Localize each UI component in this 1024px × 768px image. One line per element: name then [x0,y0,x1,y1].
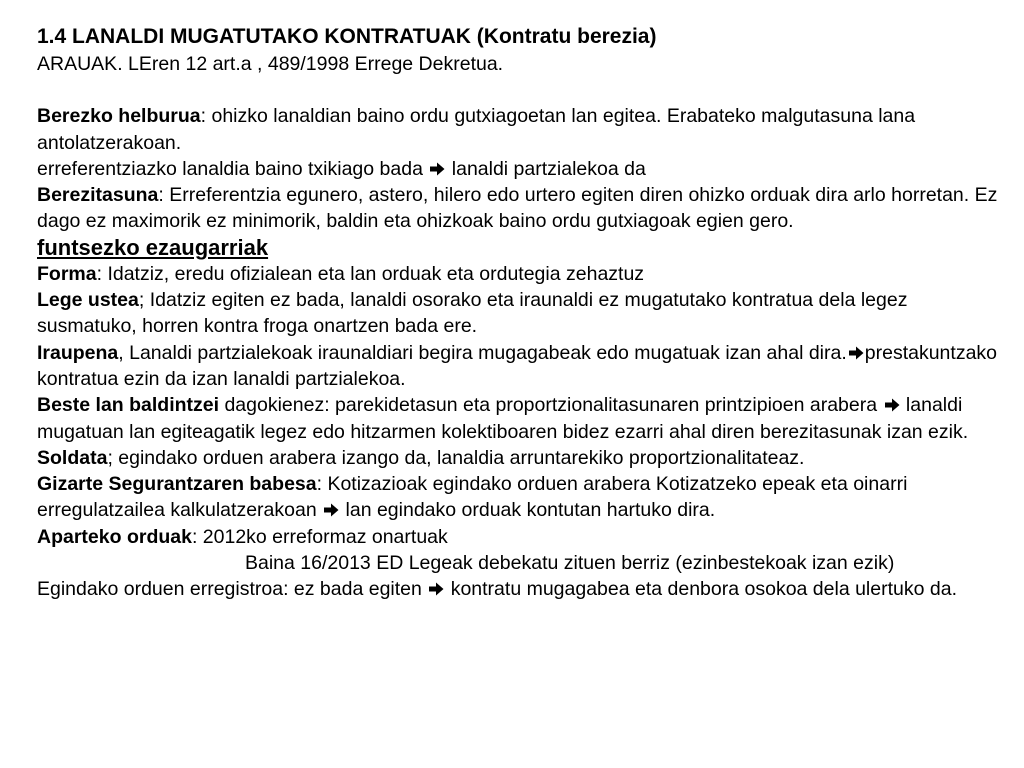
registry-before: Egindako orduen erregistroa: ez bada egiten [37,578,428,601]
reference-paragraph [37,156,1012,182]
overtime-note: Baina 16/2013 ED Legeak debekatu zituen berriz (ezinbestekoak izan ezik) [245,552,895,575]
right-arrow-icon [323,503,339,517]
slide-title: 1.4 LANALDI MUGATUTAKO KONTRATUAK (Kontratu berezia) [37,25,657,48]
salary-paragraph [37,445,1012,471]
social-security-after: lan egindako orduak kontutan hartuko dira. [340,499,716,522]
specialty-text: : Erreferentzia egunero, astero, hilero edo urtero egiten diren ohizko orduak dira arlo horretan. Ez dago ez maximorik ez minimorik, baldin eta ohizkoak baino ordu gutxiagoak egien gero. [37,184,998,233]
presumption-paragraph [37,287,1012,340]
features-heading: funtsezko ezaugarriak [37,234,269,260]
reference-after: lanaldi partzialekoa da [446,157,646,180]
specialty-paragraph [37,182,1012,235]
purpose-label: Berezko helburua [37,105,201,128]
form-label: Forma [37,262,97,285]
overtime-paragraph [37,524,1012,550]
other-conditions-label: Beste lan baldintzei [37,394,220,417]
presumption-text: ; Idatziz egiten ez bada, lanaldi osorako eta iraunaldi ez mugatutako kontratua dela legez susmatuko, horren kontra froga onartzen bada ere. [37,289,908,338]
right-arrow-icon [848,346,864,360]
purpose-paragraph [37,103,1012,156]
right-arrow-icon [428,582,444,596]
other-conditions-after: lanaldi mugatuan lan egiteagatik legez edo hitzarmen kolektiboaren bidez ezarri ahal diren berezitasunak izan ezik. [37,394,969,443]
other-conditions-text: dagokienez: parekidetasun eta proportzionalitasunaren printzipioen arabera [219,394,883,417]
reference-before: erreferentziazko lanaldia baino txikiago bada [37,157,429,180]
right-arrow-icon [884,398,900,412]
rules-line: ARAUAK. LEren 12 art.a , 489/1998 Errege Dekretua. [37,53,504,75]
duration-paragraph [37,340,1012,393]
right-arrow-icon [429,162,445,176]
form-text: : Idatziz, eredu ofizialean eta lan orduak eta ordutegia zehaztuz [96,262,645,285]
overtime-text: : 2012ko erreformaz onartuak [191,525,448,548]
social-security-label: Gizarte Segurantzaren babesa [37,473,317,496]
duration-after: prestakuntzako kontratua ezin da izan lanaldi partzialekoa. [37,341,998,390]
slide [37,23,1012,603]
registry-paragraph [37,576,1012,602]
social-security-paragraph [37,471,1012,524]
registry-after: kontratu mugagabea eta denbora osokoa dela ulertuko da. [445,578,957,601]
duration-text: , Lanaldi partzialekoak iraunaldiari begira mugagabeak edo mugatuak izan ahal dira. [118,341,847,364]
overtime-label: Aparteko orduak [37,525,192,548]
purpose-text: : ohizko lanaldian baino ordu gutxiagoetan lan egitea. Erabateko malgutasuna lana antolatzerakoan. [37,105,916,154]
duration-label: Iraupena [37,341,119,364]
salary-label: Soldata [37,446,108,469]
social-security-text: : Kotizazioak egindako orduen arabera Kotizatzeko epeak eta oinarri erregulatzailea kalkulatzerakoan [37,473,908,522]
presumption-label: Lege ustea [37,289,139,312]
other-conditions-paragraph [37,392,1012,445]
spacer [37,77,1012,103]
salary-text: ; egindako orduen arabera izango da, lanaldia arruntarekiko proportzionalitateaz. [107,446,805,469]
form-paragraph [37,261,1012,287]
specialty-label: Berezitasuna [37,184,159,207]
